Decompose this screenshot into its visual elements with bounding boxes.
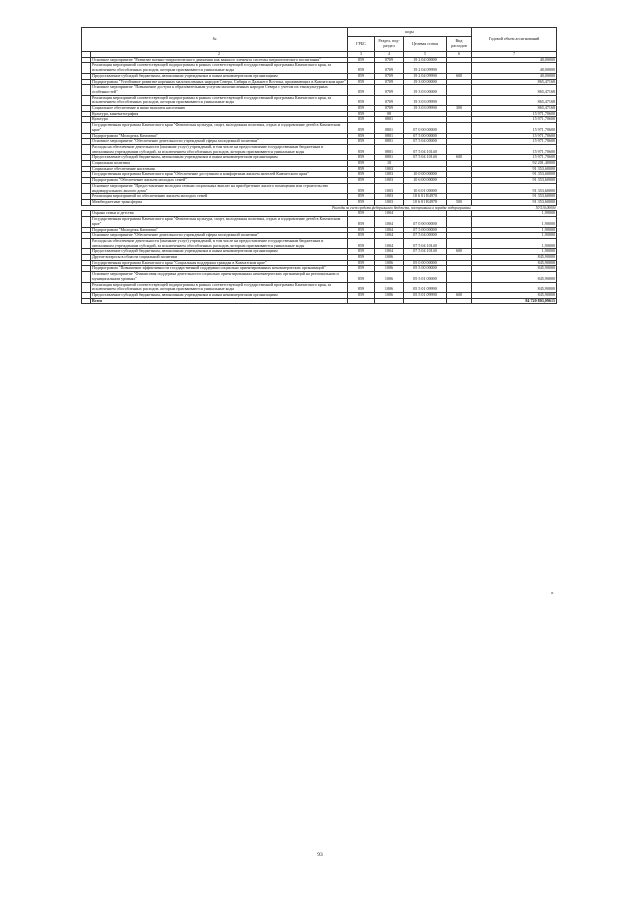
row-target-article: 07 5 04 10140 [404,249,447,255]
row-expense-type [447,183,472,193]
row-target-article: 10 6 01 R4970 [404,194,447,200]
header-row-1 [82,28,557,37]
row-grbs: 859 [348,166,375,172]
row-expense-type: 300 [447,106,472,112]
row-name: Охрана семьи и детства [91,211,348,217]
row-sum: 1,90000 [472,227,557,233]
row-grbs: 859 [348,106,375,112]
row-target-article: 07 5 00 00000 [404,227,447,233]
row-grbs: 859 [348,123,375,133]
row-name: Предоставление субсидий бюджетным, автономным учреждениям и иным некоммерческим организациям [91,155,348,161]
row-name: Подпрограмма "Обеспечение жильем молодых семей" [91,178,348,184]
row-sum: 91 353,60000 [472,199,557,205]
row-sum: 91 353,60000 [472,172,557,178]
row-razdel: 0801 [375,155,404,161]
row-name: Основное мероприятие "Обеспечение деятельности учреждений сферы молодежной политики" [91,233,348,239]
row-target-article: 05 5 01 00000 [404,272,447,282]
row-grbs: 859 [348,111,375,117]
row-razdel: 1003 [375,183,404,193]
row-grbs: 859 [348,172,375,178]
row-target-article: 19 3 03 09990 [404,95,447,105]
row-razdel: 1003 [375,172,404,178]
row-target-article: 07 5 04 10140 [404,238,447,248]
row-target-article: 07 5 04 10140 [404,144,447,154]
row-expense-type: 600 [447,73,472,79]
row-expense-type: 600 [447,155,472,161]
row-name: Культура [91,117,348,123]
row-grbs: 859 [348,249,375,255]
row-razdel: 1006 [375,260,404,266]
col-header-number: № [82,28,348,52]
total-empty [404,298,447,304]
row-grbs: 859 [348,227,375,233]
table-row [82,123,557,133]
row-target-article: 10 6 01 R4970 [404,199,447,205]
row-name: Основное мероприятие "Предоставление молодым семьям социальных выплат на приобретение жилого помещения или строительство индивидуального жилого дома" [91,183,348,193]
row-sum: 845,90000 [472,292,557,298]
row-grbs: 859 [348,272,375,282]
row-grbs: 859 [348,178,375,184]
row-sum: 15 971,70600 [472,117,557,123]
total-empty [375,298,404,304]
row-name: Социальное обеспечение населения [91,166,348,172]
total-empty [447,298,472,304]
row-target-article: 19 2 04 09990 [404,73,447,79]
row-sum: 865,47168 [472,85,557,95]
row-expense-type [447,217,472,227]
col-header-sum: Годовой объем ассигнований [472,28,557,52]
row-name: Подпрограмма "Молодежь Камчатки" [91,227,348,233]
row-grbs: 859 [348,255,375,261]
row-razdel: 0801 [375,144,404,154]
row-razdel: 1004 [375,217,404,227]
row-number [82,144,91,154]
row-razdel: 0709 [375,85,404,95]
row-name: Государственная программа Камчатского края "Социальная поддержка граждан в Камчатском крае" [91,260,348,266]
row-razdel: 1004 [375,211,404,217]
row-sum: 91 353,60000 [472,194,557,200]
row-name: Подпрограмма "Устойчивое развитие коренных малочисленных народов Севера, Сибири и Дальнего Востока, проживающих в Камчатском крае" [92,79,346,84]
row-target-article: 05 5 01 09990 [404,292,447,298]
row-grbs: 859 [348,266,375,272]
row-razdel: 1003 [375,166,404,172]
row-grbs: 859 [348,155,375,161]
row-razdel: 1004 [375,249,404,255]
row-expense-type [447,282,472,292]
federal-note-sum: 50 510,00000 [535,205,556,210]
row-sum: 845,90000 [472,260,557,266]
row-target-article: 19 2 04 00000 [404,57,447,63]
row-name: Предоставление субсидий бюджетным, автономным учреждениям и иным некоммерческим организациям [91,73,348,79]
page-number: 93 [317,852,323,858]
row-target-article: 07 5 00 00000 [404,133,447,139]
row-name: Подпрограмма "Повышение эффективности государственной поддержки социально ориентированных некоммерческих организаций" [91,266,348,272]
row-razdel: 1004 [375,233,404,239]
row-sum: 15 971,70600 [472,144,557,154]
row-target-article: 07 5 04 00000 [404,233,447,239]
row-grbs: 859 [348,183,375,193]
row-target-article: 05 5 00 00000 [404,266,447,272]
row-target-article: 10 6 01 00000 [404,183,447,193]
row-target-article: 07 5 04 10140 [404,155,447,161]
row-grbs: 859 [348,199,375,205]
table-row [82,282,557,292]
row-name: Основное мероприятие "Финансовая поддержка деятельности социально ориентированных некоммерческих организаций на региональном и муниципальном уровнях" [91,272,348,282]
index-cell: 3 [348,52,375,58]
row-grbs: 859 [348,63,375,73]
table-row [82,95,557,105]
row-expense-type [447,238,472,248]
row-sum: 1,90000 [472,249,557,255]
row-razdel: 1006 [375,272,404,282]
row-name: Культура, кинематография [91,111,348,117]
row-target-article: 10 0 00 00000 [404,172,447,178]
col-header-vr: Вид расходов [447,37,472,52]
row-number [82,95,91,105]
row-grbs: 859 [348,161,375,167]
row-grbs: 859 [348,144,375,154]
row-name: Государственная программа Камчатского края "Физическая культура, спорт, молодежная политика, отдых и оздоровление детей в Камчатском крае" [91,217,348,227]
row-name: Социальная политика [91,161,348,167]
row-name: Реализация мероприятий соответствующей подпрограммы в рамках соответствующей государственной программы Камчатского края, за исключением обособленных расходов, которым присваиваются уникальные коды [91,95,348,105]
row-razdel: 1003 [375,178,404,184]
row-razdel: 0801 [375,133,404,139]
row-sum: 1,90000 [472,233,557,239]
row-target-article: 07 0 00 00000 [404,217,447,227]
row-razdel: 0709 [375,95,404,105]
row-number [82,282,91,292]
row-number: . [82,57,91,63]
row-grbs: 859 [348,194,375,200]
federal-note-text: Расходы за счет средств федерального бюджета, поступивших в порядке подпрограммы [332,205,471,210]
table-row [82,85,557,95]
row-number [82,85,91,95]
table-row [82,238,557,248]
row-razdel: 0709 [375,57,404,63]
row-grbs: 859 [348,117,375,123]
row-target-article: 07 5 04 00000 [404,139,447,145]
total-num-cell [82,298,91,304]
row-sum: 40,00000 [472,63,557,73]
row-razdel: 0709 [375,79,404,85]
row-sum: 1,90000 [472,211,557,217]
index-cell: 6 [447,52,472,58]
total-section [82,298,557,304]
table-row [82,272,557,282]
table-body-part-1 [82,57,557,205]
row-razdel: 1006 [375,266,404,272]
row-grbs: 859 [348,282,375,292]
row-name: Реализация мероприятий по обеспечению жильем молодых семей [91,194,348,200]
index-cell: 4 [375,52,404,58]
col-header-codes: коды [348,28,472,37]
row-sum: 865,47168 [472,95,557,105]
row-sum: 845,90000 [472,266,557,272]
total-empty [348,298,375,304]
row-grbs: 859 [348,217,375,227]
row-razdel: 1003 [375,194,404,200]
col-header-cs: Целевая статья [404,37,447,52]
row-grbs: 859 [348,73,375,79]
row-target-article: 19 3 00 00000 [404,79,447,85]
row-name: Основное мероприятие "Повышение доступа к образовательным услугам малочисленных народов Севера с учетом их этнокультурных особенностей" [91,85,348,95]
row-sum: 40,00000 [472,73,557,79]
row-grbs: 859 [348,133,375,139]
index-cell: 5 [404,52,447,58]
index-cell: 2 [91,52,348,58]
row-sum: 40,00000 [472,57,557,63]
row-grbs: 859 [348,238,375,248]
row-razdel: 1006 [375,282,404,292]
row-name: Предоставление субсидий бюджетным, автономным учреждениям и иным некоммерческим организациям [91,292,348,298]
row-name: Межбюджетные трансферты [91,199,348,205]
col-header-grbs: ГРБС [348,37,375,52]
row-expense-type [447,95,472,105]
row-sum: 845,90000 [472,255,557,261]
row-grbs: 859 [348,211,375,217]
row-razdel: 0801 [375,123,404,133]
row-target-article: 19 3 03 09990 [404,106,447,112]
row-target-article: 19 2 04 09990 [404,63,447,73]
row-sum: 15 971,70600 [472,133,557,139]
table-row [82,183,557,193]
row-razdel: 08 [375,111,404,117]
row-name: Подпрограмма "Молодежь Камчатки" [91,133,348,139]
row-razdel: 1004 [375,227,404,233]
row-sum: 15 971,70600 [472,123,557,133]
row-target-article: 10 6 00 00000 [404,178,447,184]
row-grbs: 859 [348,79,375,85]
row-sum: 15 971,70600 [472,111,557,117]
row-grbs: 859 [348,57,375,63]
row-razdel: 10 [375,161,404,167]
row-expense-type: 500 [447,199,472,205]
row-number [82,217,91,227]
row-razdel: 1006 [375,292,404,298]
row-grbs: 859 [348,260,375,266]
table-row [82,217,557,227]
row-name: Социальное обеспечение и иные выплаты населению [91,106,348,112]
table-row [82,63,557,73]
row-number [82,123,91,133]
table-body-part-2 [82,211,557,298]
row-number [82,238,91,248]
row-name: Государственная программа Камчатского края "Физическая культура, спорт, молодежная политика, отдых и оздоровление детей в Камчатском крае" [91,123,348,133]
row-sum: 1,90000 [472,217,557,227]
row-sum: 865,47168 [472,79,557,85]
row-razdel: 0709 [375,106,404,112]
index-cell: 7 [472,52,557,58]
row-name: Основное мероприятие "Обеспечение деятельности учреждений сферы молодежной политики" [91,139,348,145]
row-grbs: 859 [348,85,375,95]
row-target-article: 05 0 00 00000 [404,260,447,266]
row-target-article: 19 3 03 00000 [404,85,447,95]
row-name: Расходы на обеспечение деятельности (оказание услуг) учреждений, в том числе на предоставление государственным бюджетным и автономным учреждениям субсидий, за исключением обособленных расходов, которым присваиваются уникальные коды [91,238,348,248]
row-grbs: 859 [348,95,375,105]
row-name: Реализация мероприятий соответствующей подпрограммы в рамках соответствующей государственной программы Камчатского края, за исключением обособленных расходов, которым присваиваются уникальные коды [91,282,348,292]
row-target-article: 05 5 01 09990 [404,282,447,292]
table-row [82,144,557,154]
budget-table [81,27,557,304]
row-name: Государственная программа Камчатского края "Обеспечение доступным и комфортным жильем жителей Камчатского края" [91,172,348,178]
row-sum: 91 353,60000 [472,183,557,193]
row-expense-type: 600 [447,292,472,298]
row-razdel: 0801 [375,117,404,123]
row-sum: 865,47168 [472,106,557,112]
row-razdel: 0801 [375,139,404,145]
corner-mark: » [551,591,554,596]
row-expense-type: 600 [447,249,472,255]
row-name: Расходы на обеспечение деятельности (оказание услуг) учреждений, в том числе на предоставление государственным бюджетным и автономным учреждениям субсидий, за исключением обособленных расходов, которым присваиваются уникальные коды [91,144,348,154]
row-sum: 91 353,60000 [472,178,557,184]
row-sum: 15 971,70600 [472,139,557,145]
row-razdel: 1004 [375,238,404,248]
row-name: Основное мероприятие "Развитие военно-патриотического движения как важного элемента системы патриотического воспитания" [91,57,348,63]
row-expense-type [447,272,472,282]
row-expense-type [447,144,472,154]
total-sum: 84 720 803,09615 [472,298,557,304]
total-row [82,298,557,304]
row-expense-type [447,123,472,133]
row-sum: 92 201,40000 [472,161,557,167]
total-label: Всего [91,298,348,304]
row-razdel: 1003 [375,199,404,205]
row-target-article: 07 0 00 00000 [404,123,447,133]
row-grbs: 859 [348,292,375,298]
row-name: Реализация мероприятий соответствующей подпрограммы в рамках соответствующей государственной программы Камчатского края, за исключением обособленных расходов, которым присваиваются уникальные коды [91,63,348,73]
row-number [82,63,91,73]
row-razdel: 0709 [375,73,404,79]
row-grbs: 859 [348,139,375,145]
row-name: Другие вопросы в области социальной политики [91,255,348,261]
row-razdel: 0709 [375,63,404,73]
col-header-razdel: Раздел, под-раздел [375,37,404,52]
row-expense-type [447,63,472,73]
row-number [82,183,91,193]
row-grbs: 859 [348,233,375,239]
row-sum: 1,90000 [472,238,557,248]
row-sum: 845,90000 [472,282,557,292]
row-sum: 845,90000 [472,272,557,282]
row-razdel: 1006 [375,255,404,261]
row-sum: 15 971,70600 [472,155,557,161]
row-sum: 91 353,60000 [472,166,557,172]
row-expense-type [447,85,472,95]
row-number [82,272,91,282]
row-name: Предоставление субсидий бюджетным, автономным учреждениям и иным некоммерческим организациям [91,249,348,255]
